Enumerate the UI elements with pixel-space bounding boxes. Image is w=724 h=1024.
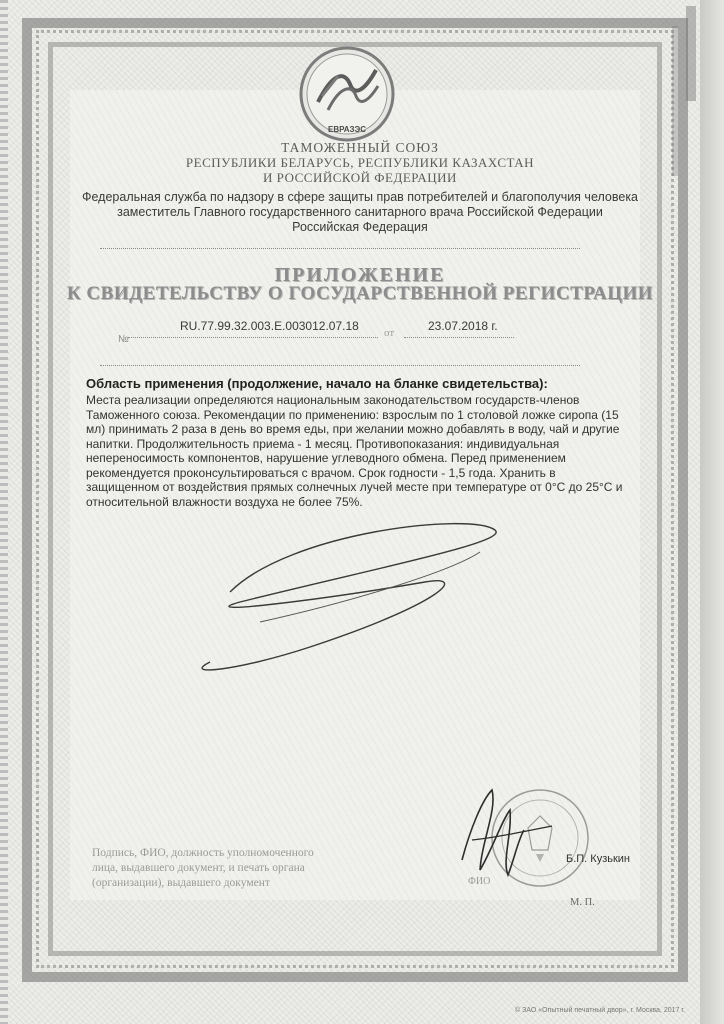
fio-label: ФИО <box>468 876 491 887</box>
registration-number-underline <box>128 337 378 338</box>
diagonal-cancellation-stroke <box>170 512 510 682</box>
divider-bottom <box>100 365 580 366</box>
authority-line1: Федеральная служба по надзору в сфере защиты прав потребителей и благополучия человека <box>81 190 639 204</box>
signatory-caption-line1: Подпись, ФИО, должность уполномоченного <box>92 847 314 859</box>
header-customs-union: ТАМОЖЕННЫЙ СОЮЗ <box>281 140 439 155</box>
registration-number: RU.77.99.32.003.E.003012.07.18 <box>180 319 359 333</box>
header-republics-line2: И РОССИЙСКОЙ ФЕДЕРАЦИИ <box>263 170 457 185</box>
divider-top <box>100 248 580 249</box>
scope-section <box>86 376 626 509</box>
authority-line3: Российская Федерация <box>292 220 428 234</box>
signer-name: Б.П. Кузькин <box>566 853 631 865</box>
eurasec-logo <box>292 40 402 152</box>
scope-heading: Область применения (продолжение, начало на бланке свидетельства): <box>86 376 548 391</box>
document-title-line2: К СВИДЕТЕЛЬСТВУ О ГОСУДАРСТВЕННОЙ РЕГИСТРАЦИИ <box>66 283 654 304</box>
signatory-caption <box>92 846 392 891</box>
header-issuing-authority <box>80 190 640 235</box>
authority-line2: заместитель Главного государственного санитарного врача Российской Федерации <box>117 205 603 219</box>
logo-caption: ЕВРАЗЭС <box>327 125 367 134</box>
signatory-caption-line3: (организации), выдавшего документ <box>92 877 270 889</box>
scope-text: Места реализации определяются национальным законодательством государств-членов Таможенного союза. Рекомендации по применению: взрослым по 1 столовой ложке сиропа (15 мл) принимать 2 раза в день во время еды, при желании можно добавлять в воду, чай и другие напитки. Продолжительность приема - 1 месяц. Противопоказания: индивидуальная непереносимость компонентов, нарушение углеводного обмена. Перед применением рекомендуется проконсультироваться с врачом. Срок годности - 1,5 года. Хранить в защищенном от воздействия прямых солнечных лучей месте при температуре от 0°С до 25°С и относительной влажности воздуха не более 75%. <box>86 393 623 509</box>
registration-number-label: № <box>118 334 129 345</box>
registration-date-underline <box>404 337 514 338</box>
registration-date-label: от <box>384 327 395 339</box>
stamp-place-label: М. П. <box>570 897 595 908</box>
scan-left-edge <box>0 0 8 1024</box>
official-seal-with-signature <box>452 780 602 890</box>
signatory-caption-line2: лица, выдавшего документ, и печать органа <box>92 862 305 874</box>
document-title-line1: ПРИЛОЖЕНИЕ <box>274 264 446 286</box>
registration-date: 23.07.2018 г. <box>428 319 498 333</box>
printer-copyright: © ЗАО «Опытный печатный двор», г. Москва, 2017 г. <box>515 1007 685 1014</box>
header-republics-line1: РЕСПУБЛИКИ БЕЛАРУСЬ, РЕСПУБЛИКИ КАЗАХСТАН <box>185 155 535 170</box>
